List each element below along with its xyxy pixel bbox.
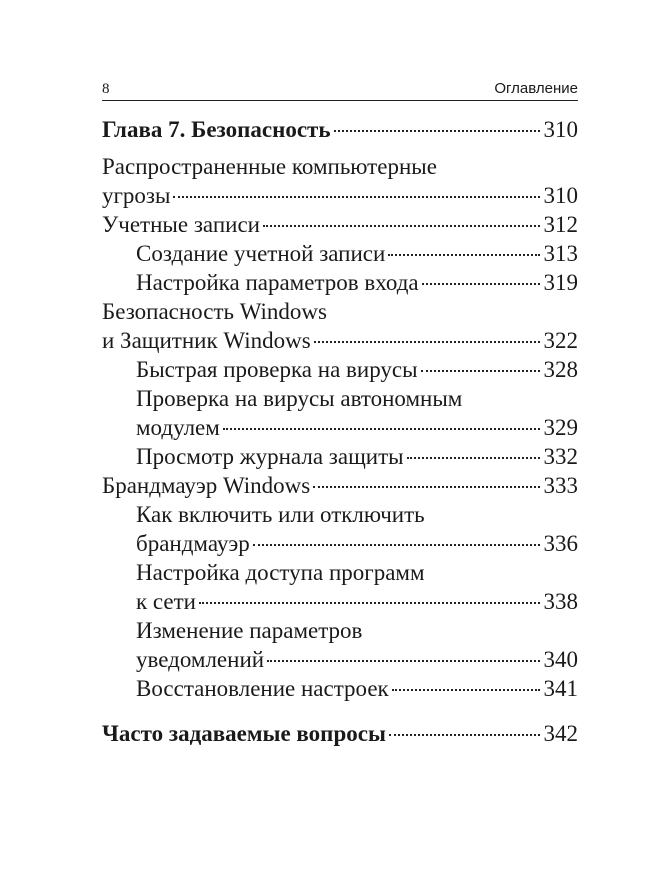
toc-subsection-entry — [102, 239, 578, 268]
toc-entry-title: Быстрая проверка на вирусы — [136, 357, 418, 382]
toc-entry-line — [102, 471, 578, 500]
running-head-title: Оглавление — [494, 80, 578, 97]
toc-entry-title-line: Изменение параметров — [136, 618, 363, 643]
toc-entry-line — [136, 355, 578, 384]
toc-entry-line — [136, 529, 578, 558]
dot-leader — [313, 486, 539, 488]
toc-section-entry — [102, 297, 578, 355]
toc-entry-title-line: Настройка доступа программ — [136, 560, 425, 585]
toc-page-number: 322 — [543, 328, 578, 353]
toc-entry-title-line: Проверка на вирусы автономным — [136, 386, 463, 411]
dot-leader — [314, 341, 540, 343]
toc-page-number: 329 — [543, 415, 578, 440]
running-head — [102, 80, 578, 101]
toc-entry-line — [136, 268, 578, 297]
dot-leader — [392, 689, 540, 691]
toc-entry-title: и Защитник Windows — [102, 328, 311, 353]
toc-entry-title-line: Как включить или отключить — [136, 502, 425, 527]
toc-entry-title: Восстановление настроек — [136, 676, 389, 701]
toc-page-number: 340 — [543, 647, 578, 672]
toc-page-number: 319 — [543, 270, 578, 295]
toc-entry-title: Создание учетной записи — [136, 241, 386, 266]
toc-entry-title: Глава 7. Безопасность — [102, 117, 331, 142]
toc-page-number: 338 — [543, 589, 578, 614]
dot-leader — [253, 544, 540, 546]
dot-leader — [334, 130, 540, 132]
toc-chapter-entry — [102, 719, 578, 748]
dot-leader — [388, 254, 539, 256]
toc-subsection-entry — [102, 674, 578, 703]
toc-page-number: 336 — [543, 531, 578, 556]
toc-page-number: 310 — [543, 117, 578, 142]
dot-leader — [407, 457, 540, 459]
toc-entry-title: Учетные записи — [102, 212, 260, 237]
toc-entry-line — [102, 719, 578, 748]
toc-entry-title-line: Безопасность Windows — [102, 299, 327, 324]
toc-section-entry — [102, 210, 578, 239]
toc-entry-line — [136, 674, 578, 703]
dot-leader — [422, 283, 540, 285]
toc-subsection-entry — [102, 616, 578, 674]
dot-leader — [173, 196, 539, 198]
toc-entry-title: Часто задаваемые вопросы — [102, 721, 386, 746]
dot-leader — [389, 734, 540, 736]
toc-page-number: 312 — [543, 212, 578, 237]
toc-entry-line — [136, 442, 578, 471]
toc-entry-line — [102, 326, 578, 355]
toc-entry-title: Брандмауэр Windows — [102, 473, 311, 498]
toc-page-number: 333 — [543, 473, 578, 498]
toc-entry-line — [102, 210, 578, 239]
toc-page-number: 342 — [543, 721, 578, 746]
toc-subsection-entry — [102, 268, 578, 297]
toc-subsection-entry — [102, 558, 578, 616]
dot-leader — [267, 660, 539, 662]
toc-entry-title: Настройка параметров входа — [136, 270, 419, 295]
dot-leader — [263, 225, 540, 227]
page-number: 8 — [102, 81, 110, 97]
toc-page-number: 328 — [543, 357, 578, 382]
toc-entry-line — [136, 239, 578, 268]
toc-entry-line — [136, 413, 578, 442]
toc-subsection-entry — [102, 500, 578, 558]
toc-entry-title: модулем — [136, 415, 220, 440]
toc-page-number: 310 — [543, 183, 578, 208]
toc-entry-line — [136, 645, 578, 674]
toc-entry-title: брандмауэр — [136, 531, 250, 556]
toc-entry-title: угрозы — [102, 183, 171, 208]
toc-entry-title-line: Распространенные компьютерные — [102, 154, 437, 179]
toc-entry-title: уведомлений — [136, 647, 265, 672]
toc-entry-line — [102, 181, 578, 210]
dot-leader — [223, 428, 540, 430]
toc-entry-title: Просмотр журнала защиты — [136, 444, 404, 469]
toc-page-number: 341 — [543, 676, 578, 701]
toc-page-number: 332 — [543, 444, 578, 469]
toc-subsection-entry — [102, 355, 578, 384]
toc-chapter-entry — [102, 115, 578, 144]
toc-section-entry — [102, 152, 578, 210]
toc-page-number: 313 — [543, 241, 578, 266]
toc-entry-title: к сети — [136, 589, 196, 614]
toc-subsection-entry — [102, 384, 578, 442]
toc-entry-line — [102, 115, 578, 144]
toc-subsection-entry — [102, 442, 578, 471]
dot-leader — [421, 370, 540, 372]
toc-entry-line — [136, 587, 578, 616]
dot-leader — [199, 602, 540, 604]
table-of-contents — [102, 115, 578, 748]
toc-section-entry — [102, 471, 578, 500]
